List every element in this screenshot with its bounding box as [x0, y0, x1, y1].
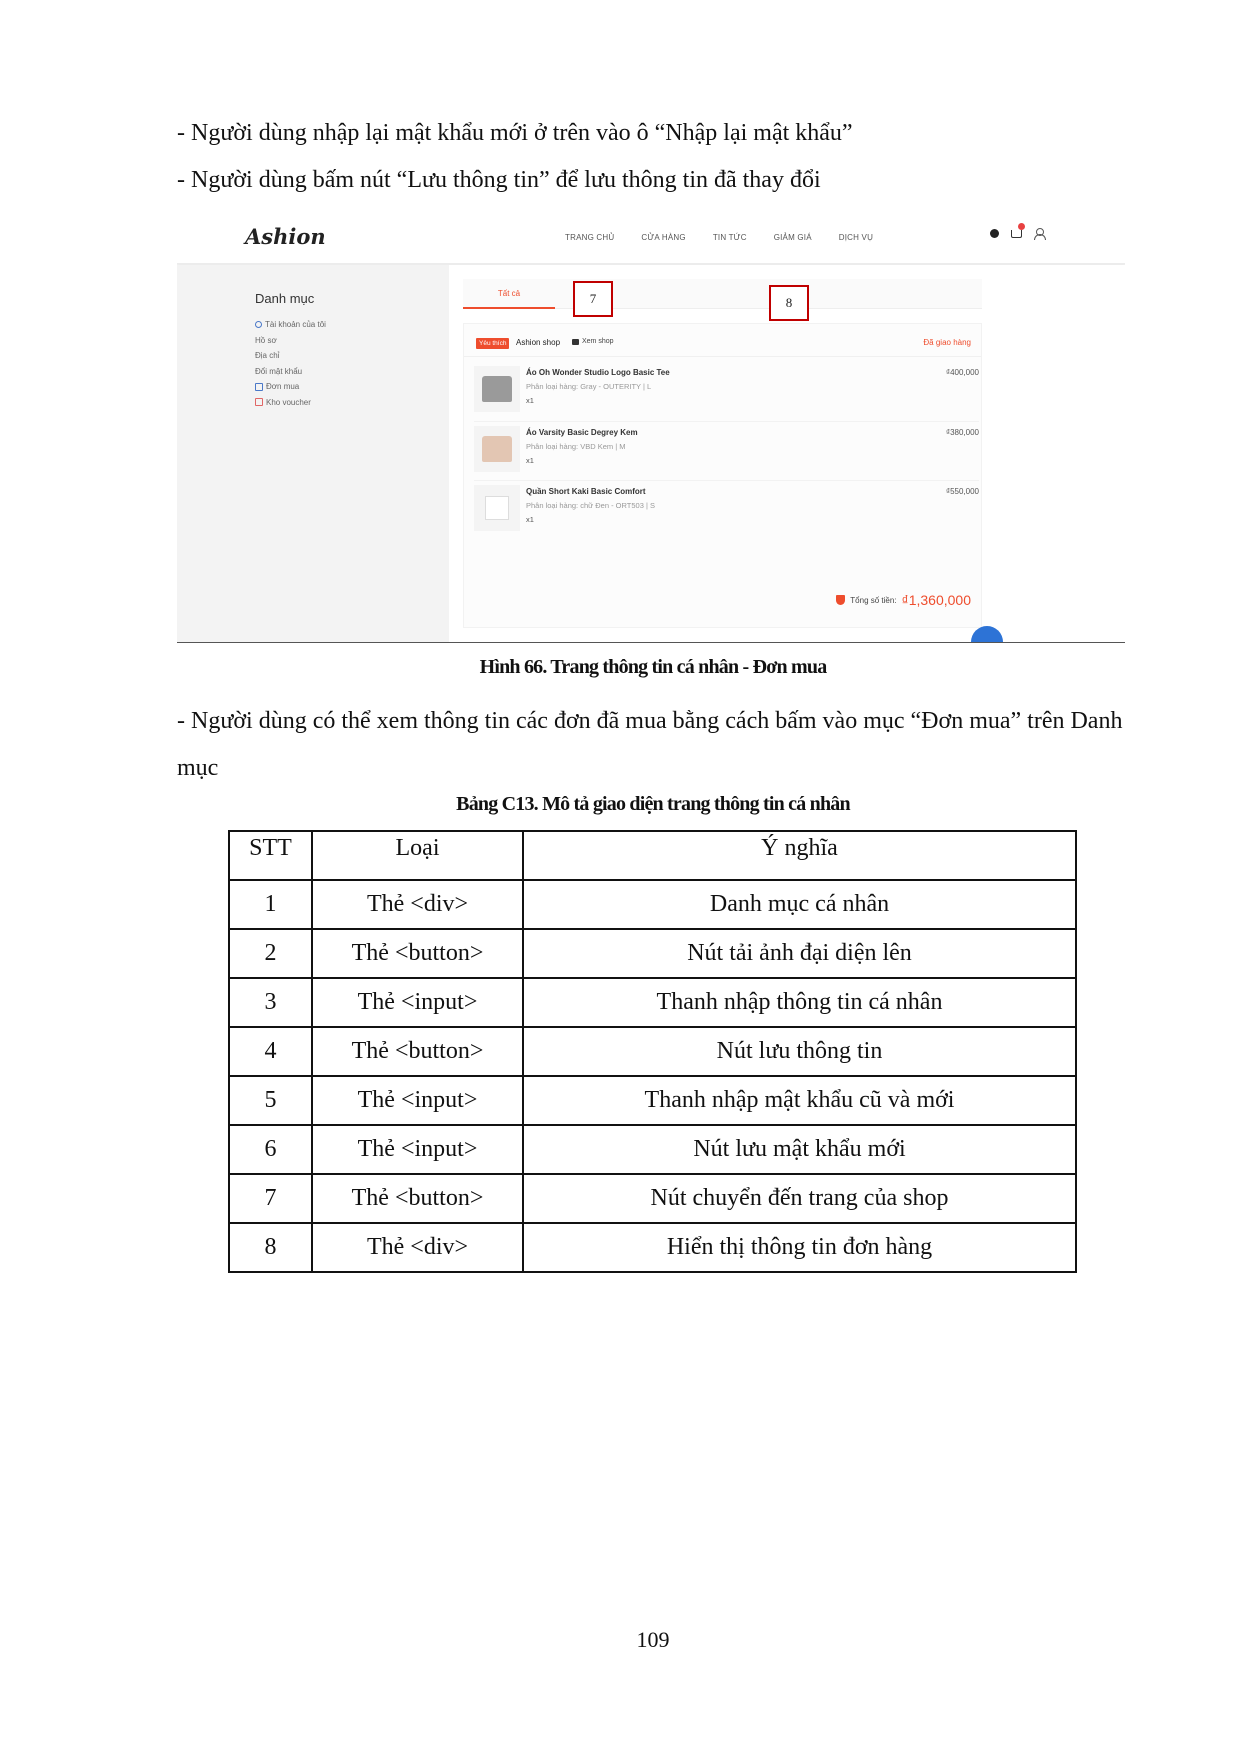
nav-item-shop[interactable]: CỬA HÀNG — [641, 233, 686, 242]
callout-8: 8 — [769, 285, 809, 321]
sidebar-item-label: Địa chỉ — [255, 351, 280, 361]
user-icon — [255, 321, 262, 328]
nav-menu — [565, 233, 873, 242]
cell-meaning: Thanh nhập mật khẩu cũ và mới — [523, 1076, 1076, 1125]
order-card — [463, 323, 982, 628]
order-tabs — [463, 279, 982, 309]
product-thumbnail — [474, 426, 520, 472]
nav-item-home[interactable]: TRANG CHỦ — [565, 233, 615, 242]
order-status: Đã giao hàng — [923, 338, 971, 347]
table-row — [229, 1076, 1076, 1125]
cart-badge — [1018, 223, 1025, 230]
sidebar-item-change-password[interactable] — [255, 364, 326, 380]
shop-name: Ashion shop — [516, 338, 561, 347]
cell-meaning: Danh mục cá nhân — [523, 880, 1076, 929]
cell-type: Thẻ <input> — [312, 1076, 523, 1125]
nav-item-service[interactable]: DỊCH VỤ — [838, 233, 874, 242]
sidebar-item-orders[interactable] — [255, 379, 326, 395]
sidebar-item-label: Đơn mua — [266, 382, 300, 392]
product-variant: Phân loại hàng: chữ Đen - ORT503 | S — [526, 501, 655, 510]
cell-meaning: Nút chuyển đến trang của shop — [523, 1174, 1076, 1223]
product-quantity: x1 — [526, 456, 534, 465]
cell-stt: 4 — [229, 1027, 312, 1076]
table-row — [229, 1125, 1076, 1174]
product-price: ₫380,000 — [945, 428, 979, 437]
cell-type: Thẻ <div> — [312, 1223, 523, 1272]
cell-meaning: Hiển thị thông tin đơn hàng — [523, 1223, 1076, 1272]
product-quantity: x1 — [526, 515, 534, 524]
view-shop-button[interactable] — [572, 338, 614, 345]
header-stt: STT — [229, 831, 312, 880]
nav-item-sale[interactable]: GIẢM GIÁ — [773, 233, 812, 242]
sidebar-list — [255, 317, 326, 410]
sidebar-item-label: Kho voucher — [266, 397, 311, 407]
product-thumbnail — [474, 485, 520, 531]
figure-bottom-rule — [177, 642, 1125, 643]
order-header — [464, 324, 981, 357]
view-shop-label: Xem shop — [582, 338, 614, 345]
product-thumbnail — [474, 366, 520, 412]
nav-icons — [990, 228, 1044, 239]
cell-meaning: Thanh nhập thông tin cá nhân — [523, 978, 1076, 1027]
order-total — [836, 592, 971, 608]
cell-type: Thẻ <button> — [312, 1027, 523, 1076]
nav-item-news[interactable]: TIN TỨC — [712, 233, 747, 242]
cell-stt: 5 — [229, 1076, 312, 1125]
paragraph-view-orders: - Người dùng có thể xem thông tin các đơn đã mua bằng cách bấm vào mục “Đơn mua” trên Danh mục — [177, 708, 1123, 781]
paragraph-retype-password: - Người dùng nhập lại mật khẩu mới ở trên vào ô “Nhập lại mật khẩu” — [177, 120, 853, 146]
table-row — [229, 1223, 1076, 1272]
shield-icon — [836, 595, 845, 605]
cell-stt: 8 — [229, 1223, 312, 1272]
shorts-image — [485, 496, 509, 520]
table-row — [229, 880, 1076, 929]
product-variant: Phân loại hàng: Gray - OUTERITY | L — [526, 382, 652, 391]
total-value: ₫1,360,000 — [901, 592, 971, 608]
order-item[interactable] — [474, 362, 979, 420]
table-row — [229, 978, 1076, 1027]
sidebar-item-profile[interactable] — [255, 333, 326, 349]
table-caption: Bảng C13. Mô tả giao diện trang thông tin cá nhân — [456, 793, 850, 815]
sidebar-item-label: Tài khoản của tôi — [265, 320, 326, 330]
cell-type: Thẻ <button> — [312, 1174, 523, 1223]
table-row — [229, 1174, 1076, 1223]
table-row — [229, 929, 1076, 978]
sidebar-item-label: Đổi mật khẩu — [255, 366, 303, 376]
cell-meaning: Nút lưu thông tin — [523, 1027, 1076, 1076]
sidebar-item-address[interactable] — [255, 348, 326, 364]
sidebar-title: Danh mục — [255, 291, 315, 306]
sidebar-item-label: Hồ sơ — [255, 335, 277, 345]
header-meaning: Ý nghĩa — [523, 831, 1076, 880]
figure-screenshot — [177, 212, 1125, 642]
table-row — [229, 1027, 1076, 1076]
tshirt-image — [482, 376, 512, 402]
cell-type: Thẻ <button> — [312, 929, 523, 978]
header-type: Loại — [312, 831, 523, 880]
user-icon[interactable] — [1034, 228, 1044, 239]
favorite-badge: Yêu thích — [476, 338, 509, 349]
cell-type: Thẻ <div> — [312, 880, 523, 929]
product-name: Áo Varsity Basic Degrey Kem — [526, 428, 638, 437]
paragraph-save-info: - Người dùng bấm nút “Lưu thông tin” để lưu thông tin đã thay đổi — [177, 167, 821, 193]
cell-meaning: Nút tải ảnh đại diện lên — [523, 929, 1076, 978]
sidebar — [177, 265, 449, 642]
sidebar-item-account[interactable] — [255, 317, 326, 333]
top-navbar — [177, 212, 1125, 264]
orders-panel — [449, 265, 1125, 642]
cell-stt: 3 — [229, 978, 312, 1027]
figure-caption: Hình 66. Trang thông tin cá nhân - Đơn mua — [479, 656, 827, 678]
cell-meaning: Nút lưu mật khẩu mới — [523, 1125, 1076, 1174]
order-icon — [255, 383, 263, 391]
total-label: Tổng số tiền: — [850, 595, 897, 605]
cell-stt: 6 — [229, 1125, 312, 1174]
cell-stt: 1 — [229, 880, 312, 929]
cell-stt: 2 — [229, 929, 312, 978]
voucher-icon — [255, 398, 263, 406]
product-name: Áo Oh Wonder Studio Logo Basic Tee — [526, 368, 670, 377]
page-number: 109 — [636, 1627, 670, 1652]
jacket-image — [482, 436, 512, 462]
cell-type: Thẻ <input> — [312, 1125, 523, 1174]
chat-icon[interactable] — [990, 229, 999, 238]
callout-7: 7 — [573, 281, 613, 317]
description-table — [228, 830, 1077, 1273]
order-item[interactable] — [474, 480, 979, 538]
product-price: ₫550,000 — [945, 487, 979, 496]
tab-all[interactable]: Tất cả — [463, 279, 555, 309]
product-variant: Phân loại hàng: VBD Kem | M — [526, 442, 626, 451]
cart-icon[interactable] — [1011, 230, 1022, 238]
cell-stt: 7 — [229, 1174, 312, 1223]
product-quantity: x1 — [526, 396, 534, 405]
logo[interactable]: Ashion — [245, 224, 326, 249]
product-price: ₫400,000 — [945, 368, 979, 377]
shop-icon — [572, 339, 579, 345]
product-name: Quần Short Kaki Basic Comfort — [526, 487, 646, 496]
sidebar-item-voucher[interactable] — [255, 395, 326, 411]
table-header-row — [229, 831, 1076, 880]
cell-type: Thẻ <input> — [312, 978, 523, 1027]
order-item[interactable] — [474, 421, 979, 479]
